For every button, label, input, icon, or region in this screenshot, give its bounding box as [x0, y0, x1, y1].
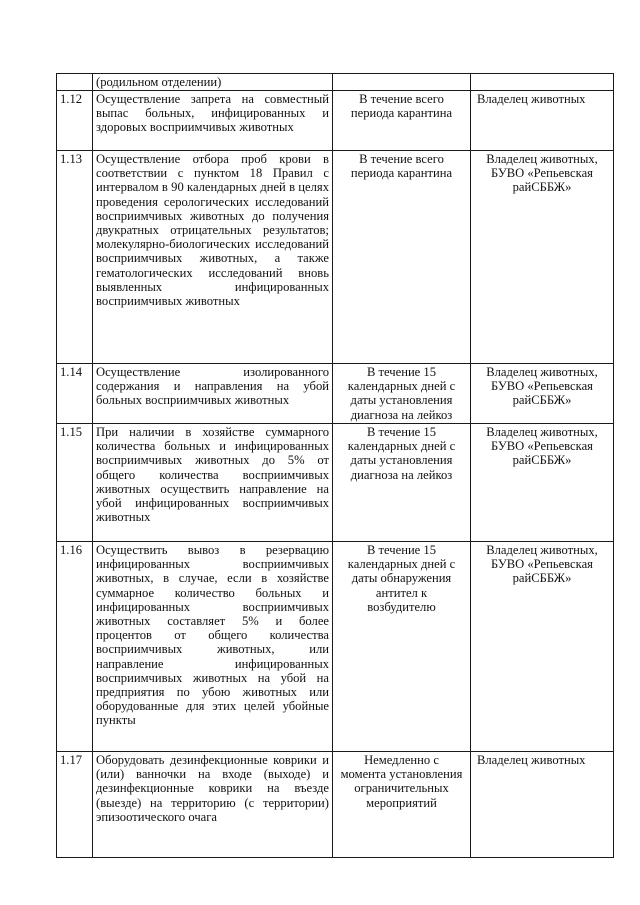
- row-number: 1.15: [57, 424, 93, 542]
- row-measure: Осуществление изолированного содержания и направления на убой больных восприимчивых животных: [93, 364, 333, 424]
- row-measure: Оборудовать дезинфекционные коврики и (или) ванночки на входе (выходе) и дезинфекционные коврики на въезде (выезде) на территорию (с территории) эпизоотического очага: [93, 752, 333, 858]
- row-responsible: Владелец животных, БУВО «Репьевская райСББЖ»: [471, 424, 614, 542]
- row-term: В течение всего периода карантина: [333, 151, 471, 364]
- row-number: 1.13: [57, 151, 93, 364]
- row-measure: Осуществление отбора проб крови в соответствии с пунктом 18 Правил с интервалом в 90 календарных дней в целях проведения серологических исследований восприимчивых животных до получения двукратных отрицательных результатов; молекулярно-биологических исследований восприимчивых животных, а также гематологических исследований вновь выявленных инфицированных восприимчивых животных: [93, 151, 333, 364]
- measures-table: [56, 73, 614, 858]
- row-term: В течение 15 календарных дней с даты установления диагноза на лейкоз: [333, 364, 471, 424]
- row-responsible: [471, 74, 614, 91]
- row-number: 1.16: [57, 542, 93, 752]
- table-row: [57, 91, 614, 151]
- row-responsible: Владелец животных, БУВО «Репьевская райСББЖ»: [471, 542, 614, 752]
- row-responsible: Владелец животных: [471, 752, 614, 858]
- row-number: 1.14: [57, 364, 93, 424]
- table-row: [57, 542, 614, 752]
- row-term: [333, 74, 471, 91]
- row-responsible: Владелец животных, БУВО «Репьевская райСББЖ»: [471, 364, 614, 424]
- row-measure: При наличии в хозяйстве суммарного количества больных и инфицированных восприимчивых животных до 5% от общего количества восприимчивых животных осуществить направление на убой инфицированных восприимчивых животных: [93, 424, 333, 542]
- row-responsible: Владелец животных, БУВО «Репьевская райСББЖ»: [471, 151, 614, 364]
- table-row: [57, 74, 614, 91]
- table-row: [57, 424, 614, 542]
- row-term: В течение 15 календарных дней с даты обнаружения антител к возбудителю: [333, 542, 471, 752]
- row-number: [57, 74, 93, 91]
- row-responsible: Владелец животных: [471, 91, 614, 151]
- row-number: 1.12: [57, 91, 93, 151]
- row-measure: Осуществление запрета на совместный выпас больных, инфицированных и здоровых восприимчивых животных: [93, 91, 333, 151]
- row-measure: (родильном отделении): [93, 74, 333, 91]
- row-term: В течение всего периода карантина: [333, 91, 471, 151]
- row-number: 1.17: [57, 752, 93, 858]
- table-row: [57, 151, 614, 364]
- table-row: [57, 364, 614, 424]
- table-row: [57, 752, 614, 858]
- row-measure: Осуществить вывоз в резервацию инфицированных восприимчивых животных, в случае, если в хозяйстве суммарное количество больных и инфицированных восприимчивых животных составляет 5% и более процентов от общего количества восприимчивых животных, или направление инфицированных восприимчивых животных на убой на предприятия по убою животных или оборудованные для этих целей убойные пункты: [93, 542, 333, 752]
- row-term: Немедленно с момента установления ограничительных мероприятий: [333, 752, 471, 858]
- row-term: В течение 15 календарных дней с даты установления диагноза на лейкоз: [333, 424, 471, 542]
